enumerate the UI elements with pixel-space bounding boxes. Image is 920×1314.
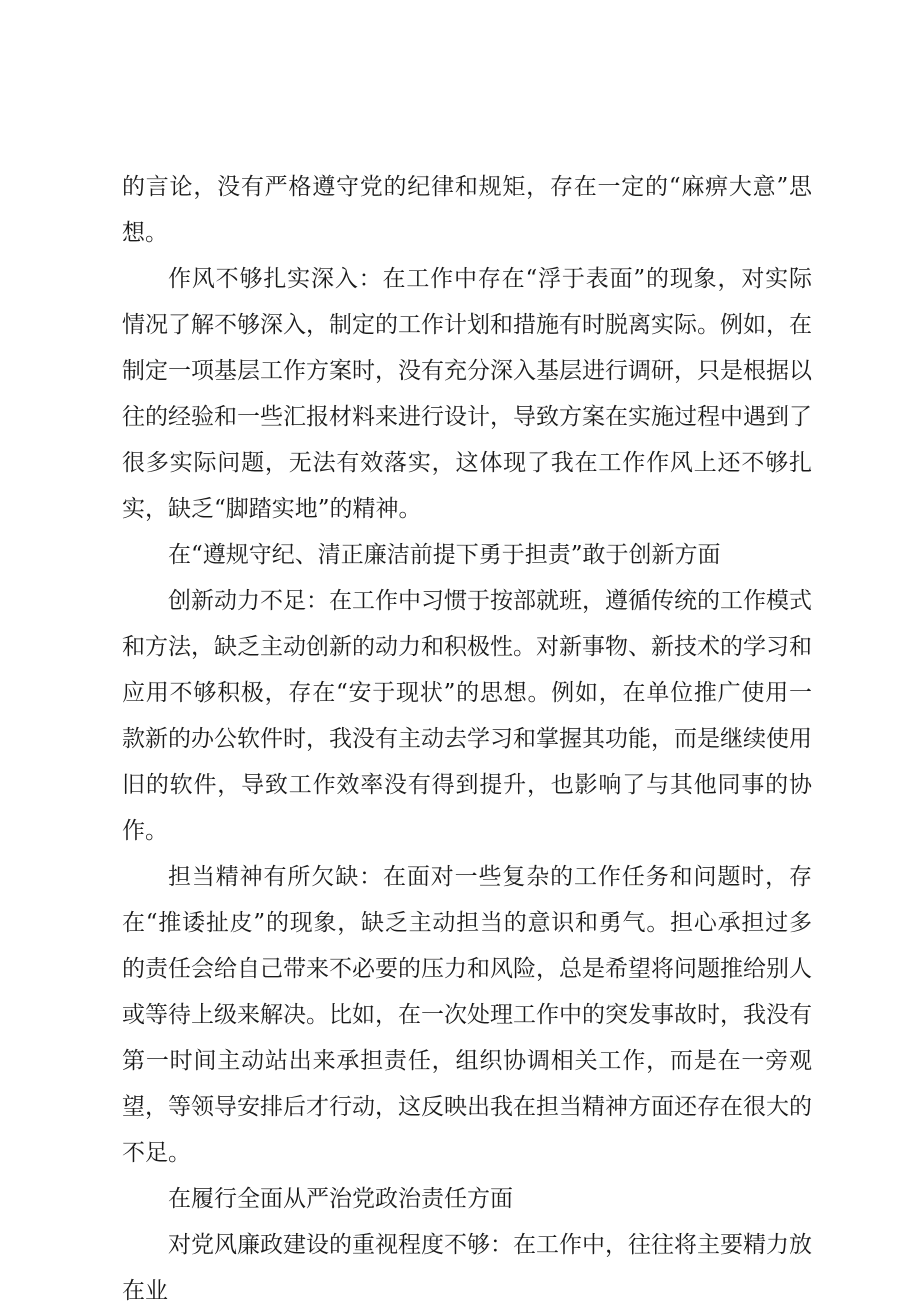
paragraph-innovation: 创新动力不足：在工作中习惯于按部就班，遵循传统的工作模式和方法，缺乏主动创新的动力和积极性。对新事物、新技术的学习和应用不够积极，存在“安于现状”的思想。例如，在单位推广使用一款新的办公软件时，我没有主动去学习和掌握其功能，而是继续使用旧的软件，导致工作效率没有得到提升，也影响了与其他同事的协作。 bbox=[122, 588, 812, 844]
section-heading-innovation: 在“遵规守纪、清正廉洁前提下勇于担责”敢于创新方面 bbox=[168, 542, 721, 568]
paragraph-integrity: 对党风廉政建设的重视程度不够：在工作中，往往将主要精力放在业 bbox=[122, 1232, 812, 1304]
section-heading-party-governance: 在履行全面从严治党政治责任方面 bbox=[168, 1186, 513, 1212]
paragraph-continuation: 的言论，没有严格遵守党的纪律和规矩，存在一定的“麻痹大意”思想。 bbox=[122, 174, 812, 246]
document-body bbox=[122, 164, 812, 1314]
paragraph-responsibility: 担当精神有所欠缺：在面对一些复杂的工作任务和问题时，存在“推诿扯皮”的现象，缺乏主动担当的意识和勇气。担心承担过多的责任会给自己带来不必要的压力和风险，总是希望将问题推给别人或等待上级来解决。比如，在一次处理工作中的突发事故时，我没有第一时间主动站出来承担责任，组织协调相关工作，而是在一旁观望，等领导安排后才行动，这反映出我在担当精神方面还存在很大的不足。 bbox=[122, 864, 812, 1166]
paragraph-work-style: 作风不够扎实深入：在工作中存在“浮于表面”的现象，对实际情况了解不够深入，制定的工作计划和措施有时脱离实际。例如，在制定一项基层工作方案时，没有充分深入基层进行调研，只是根据以往的经验和一些汇报材料来进行设计，导致方案在实施过程中遇到了很多实际问题，无法有效落实，这体现了我在工作作风上还不够扎实，缺乏“脚踏实地”的精神。 bbox=[122, 266, 812, 522]
